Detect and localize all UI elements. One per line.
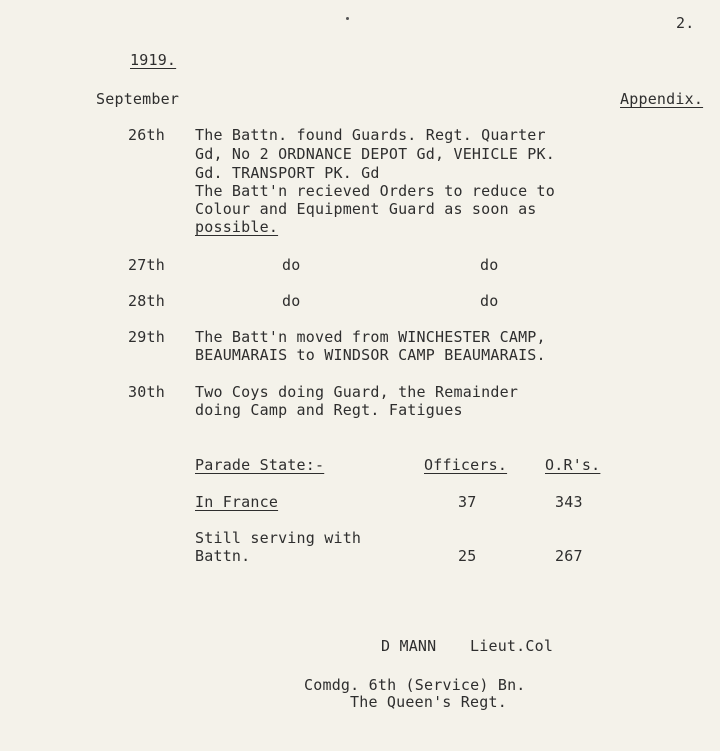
table-row-label: Battn. — [195, 547, 251, 565]
entry-line-underlined: possible. — [195, 218, 279, 236]
command-line: Comdg. 6th (Service) Bn. — [304, 676, 526, 694]
entry-date: 26th — [128, 126, 165, 144]
page-number: 2. — [676, 14, 695, 32]
entry-date: 27th — [128, 256, 165, 274]
entry-date: 29th — [128, 328, 165, 346]
entry-line: BEAUMARAIS to WINDSOR CAMP BEAUMARAIS. — [195, 346, 546, 364]
signatory-name: D MANN — [381, 637, 437, 655]
officers-count: 37 — [458, 493, 477, 511]
entry-line: The Batt'n moved from WINCHESTER CAMP, — [195, 328, 546, 346]
appendix-heading: Appendix. — [620, 90, 704, 108]
ditto-mark: do — [480, 292, 499, 310]
officers-count: 25 — [458, 547, 477, 565]
entry-line: The Battn. found Guards. Regt. Quarter — [195, 126, 546, 144]
parade-state-header: Parade State:- — [195, 456, 325, 474]
other-ranks-count: 267 — [555, 547, 583, 565]
entry-line: doing Camp and Regt. Fatigues — [195, 401, 463, 419]
year-heading: 1919. — [130, 51, 177, 69]
regiment-line: The Queen's Regt. — [350, 693, 507, 711]
entry-line: The Batt'n recieved Orders to reduce to — [195, 182, 555, 200]
table-row-label: Still serving with — [195, 529, 362, 547]
entry-date: 28th — [128, 292, 165, 310]
month-heading: September — [96, 90, 180, 108]
ditto-mark: do — [282, 292, 301, 310]
other-ranks-count: 343 — [555, 493, 583, 511]
ink-speck — [346, 17, 349, 20]
officers-header: Officers. — [424, 456, 508, 474]
entry-line: Gd, No 2 ORDNANCE DEPOT Gd, VEHICLE PK. — [195, 145, 555, 163]
table-row-label: In France — [195, 493, 279, 511]
entry-date: 30th — [128, 383, 165, 401]
entry-line: Colour and Equipment Guard as soon as — [195, 200, 537, 218]
signatory-rank: Lieut.Col — [470, 637, 554, 655]
ditto-mark: do — [282, 256, 301, 274]
entry-line: Two Coys doing Guard, the Remainder — [195, 383, 519, 401]
other-ranks-header: O.R's. — [545, 456, 601, 474]
ditto-mark: do — [480, 256, 499, 274]
entry-line: Gd. TRANSPORT PK. Gd — [195, 164, 380, 182]
